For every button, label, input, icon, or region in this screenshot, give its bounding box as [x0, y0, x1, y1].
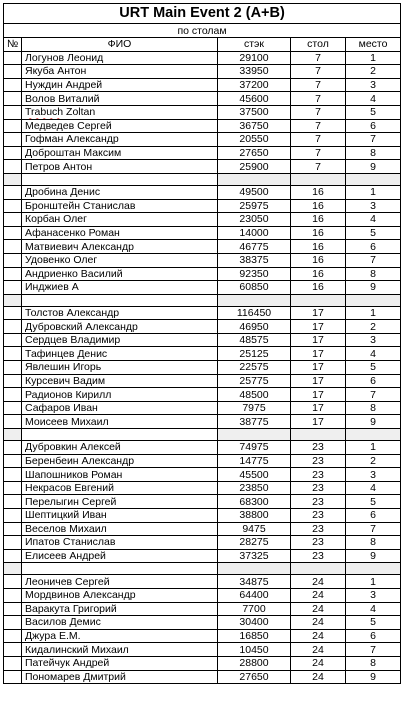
- player-name-cell: Перелыгин Сергей: [22, 495, 218, 509]
- player-name-cell: Васил​ов Демис: [22, 616, 218, 630]
- player-name-cell: Леоничев Сергей: [22, 575, 218, 589]
- table-number-cell: 24: [291, 616, 346, 630]
- table-number-cell: 16: [291, 253, 346, 267]
- stack-cell: 36750: [218, 119, 291, 133]
- table-number-cell: 17: [291, 415, 346, 429]
- table-row: [4, 213, 401, 227]
- seat-number-cell: 5: [346, 495, 401, 509]
- header-name: ФИО: [22, 38, 218, 52]
- seat-number-cell: 4: [346, 481, 401, 495]
- stack-cell: 14775: [218, 454, 291, 468]
- seat-number-cell: 1: [346, 51, 401, 65]
- table-number-cell: 7: [291, 160, 346, 174]
- table-number-cell: 17: [291, 347, 346, 361]
- stack-cell: 38800: [218, 509, 291, 523]
- table-row: [4, 468, 401, 482]
- seat-number-cell: 6: [346, 374, 401, 388]
- row-number-cell: [4, 495, 22, 509]
- separator-cell: [346, 294, 401, 306]
- table-row: [4, 388, 401, 402]
- table-row: [4, 78, 401, 92]
- separator-cell: [291, 294, 346, 306]
- table-row: [4, 306, 401, 320]
- separator-cell: [22, 563, 218, 575]
- sheet-subtitle: по столам: [4, 24, 401, 38]
- row-number-cell: [4, 468, 22, 482]
- table-number-cell: 16: [291, 240, 346, 254]
- row-number-cell: [4, 643, 22, 657]
- player-name-cell: Радионов Кирилл: [22, 388, 218, 402]
- spellcheck-word: Trabuch: [25, 106, 64, 119]
- stack-cell: 28275: [218, 536, 291, 550]
- table-number-cell: 7: [291, 65, 346, 79]
- row-number-cell: [4, 240, 22, 254]
- table-number-cell: 24: [291, 575, 346, 589]
- stack-cell: 10450: [218, 643, 291, 657]
- separator-cell: [218, 429, 291, 441]
- table-row: [4, 670, 401, 684]
- player-name-cell: Сердцев Владимир: [22, 333, 218, 347]
- group-separator: [4, 429, 401, 441]
- player-name-cell: Патейчук Андрей: [22, 656, 218, 670]
- stack-cell: 37200: [218, 78, 291, 92]
- stack-cell: 22575: [218, 361, 291, 375]
- table-row: [4, 333, 401, 347]
- group-separator: [4, 563, 401, 575]
- header-stack: стэк: [218, 38, 291, 52]
- table-number-cell: 17: [291, 361, 346, 375]
- title-row: [4, 4, 401, 24]
- row-number-cell: [4, 105, 22, 119]
- seat-number-cell: 1: [346, 441, 401, 455]
- seat-number-cell: 7: [346, 522, 401, 536]
- separator-cell: [4, 429, 22, 441]
- row-number-cell: [4, 119, 22, 133]
- table-number-cell: 23: [291, 441, 346, 455]
- table-number-cell: 23: [291, 454, 346, 468]
- row-number-cell: [4, 347, 22, 361]
- table-row: [4, 65, 401, 79]
- row-number-cell: [4, 588, 22, 602]
- subtitle-row: [4, 24, 401, 38]
- row-number-cell: [4, 306, 22, 320]
- table-number-cell: 23: [291, 509, 346, 523]
- seating-table: [3, 3, 401, 684]
- seat-number-cell: 9: [346, 549, 401, 563]
- seat-number-cell: 8: [346, 146, 401, 160]
- separator-cell: [218, 173, 291, 185]
- table-number-cell: 7: [291, 119, 346, 133]
- player-name-cell: Моисеев Михаил: [22, 415, 218, 429]
- seat-number-cell: 7: [346, 388, 401, 402]
- row-number-cell: [4, 522, 22, 536]
- seat-number-cell: 5: [346, 361, 401, 375]
- table-number-cell: 17: [291, 374, 346, 388]
- row-number-cell: [4, 374, 22, 388]
- row-number-cell: [4, 185, 22, 199]
- table-row: [4, 441, 401, 455]
- stack-cell: 37325: [218, 549, 291, 563]
- stack-cell: 38775: [218, 415, 291, 429]
- row-number-cell: [4, 549, 22, 563]
- table-row: [4, 656, 401, 670]
- row-number-cell: [4, 441, 22, 455]
- stack-cell: 27650: [218, 146, 291, 160]
- seat-number-cell: 6: [346, 629, 401, 643]
- table-row: [4, 119, 401, 133]
- row-number-cell: [4, 602, 22, 616]
- table-number-cell: 16: [291, 281, 346, 295]
- table-row: [4, 629, 401, 643]
- table-number-cell: 17: [291, 388, 346, 402]
- player-name-cell: Дубровкин Алексей: [22, 441, 218, 455]
- seat-number-cell: 4: [346, 92, 401, 106]
- seat-number-cell: 5: [346, 105, 401, 119]
- stack-cell: 23050: [218, 213, 291, 227]
- seat-number-cell: 3: [346, 468, 401, 482]
- row-number-cell: [4, 226, 22, 240]
- header-seat: место: [346, 38, 401, 52]
- table-number-cell: 23: [291, 536, 346, 550]
- seat-number-cell: 9: [346, 160, 401, 174]
- table-number-cell: 17: [291, 401, 346, 415]
- table-number-cell: 24: [291, 602, 346, 616]
- row-number-cell: [4, 388, 22, 402]
- table-number-cell: 16: [291, 199, 346, 213]
- table-number-cell: 23: [291, 468, 346, 482]
- table-row: [4, 361, 401, 375]
- row-number-cell: [4, 199, 22, 213]
- player-name-cell: Дробина Денис: [22, 185, 218, 199]
- player-name-cell: Беренбеин Александр: [22, 454, 218, 468]
- separator-cell: [218, 563, 291, 575]
- row-number-cell: [4, 509, 22, 523]
- stack-cell: 74975: [218, 441, 291, 455]
- table-number-cell: 7: [291, 92, 346, 106]
- table-number-cell: 7: [291, 51, 346, 65]
- table-row: [4, 495, 401, 509]
- table-number-cell: 7: [291, 105, 346, 119]
- player-name-cell: Елисеев Андрей: [22, 549, 218, 563]
- player-name-cell: Нуждин Андрей: [22, 78, 218, 92]
- separator-cell: [291, 173, 346, 185]
- seat-number-cell: 1: [346, 575, 401, 589]
- row-number-cell: [4, 575, 22, 589]
- row-number-cell: [4, 333, 22, 347]
- table-row: [4, 267, 401, 281]
- stack-cell: 7975: [218, 401, 291, 415]
- table-number-cell: 24: [291, 629, 346, 643]
- player-name-cell: Бронштейн Станислав: [22, 199, 218, 213]
- seat-number-cell: 8: [346, 401, 401, 415]
- row-number-cell: [4, 656, 22, 670]
- table-number-cell: 7: [291, 133, 346, 147]
- player-name-cell: Гофман Александр: [22, 133, 218, 147]
- seat-number-cell: 5: [346, 226, 401, 240]
- seat-number-cell: 3: [346, 588, 401, 602]
- player-name-cell: Пономарев Дмитрий: [22, 670, 218, 684]
- stack-cell: 46775: [218, 240, 291, 254]
- table-row: [4, 401, 401, 415]
- row-number-cell: [4, 281, 22, 295]
- separator-cell: [22, 173, 218, 185]
- stack-cell: 25975: [218, 199, 291, 213]
- table-number-cell: 23: [291, 549, 346, 563]
- stack-cell: 68300: [218, 495, 291, 509]
- stack-cell: 25775: [218, 374, 291, 388]
- seat-number-cell: 1: [346, 185, 401, 199]
- stack-cell: 9475: [218, 522, 291, 536]
- seat-number-cell: 9: [346, 415, 401, 429]
- seat-number-cell: 4: [346, 213, 401, 227]
- row-number-cell: [4, 629, 22, 643]
- stack-cell: 92350: [218, 267, 291, 281]
- stack-cell: 46950: [218, 320, 291, 334]
- player-name-cell: Медведев Сергей: [22, 119, 218, 133]
- seat-number-cell: 4: [346, 602, 401, 616]
- player-name-cell: Андриенко Василий: [22, 267, 218, 281]
- stack-cell: 45600: [218, 92, 291, 106]
- seating-sheet: [3, 3, 400, 684]
- table-number-cell: 24: [291, 643, 346, 657]
- table-number-cell: 17: [291, 333, 346, 347]
- stack-cell: 14000: [218, 226, 291, 240]
- player-name-cell: Тафинцев Денис: [22, 347, 218, 361]
- table-row: [4, 481, 401, 495]
- table-row: [4, 320, 401, 334]
- row-number-cell: [4, 92, 22, 106]
- table-row: [4, 92, 401, 106]
- stack-cell: 38375: [218, 253, 291, 267]
- player-name-cell: Варакута Григорий: [22, 602, 218, 616]
- player-name-cell: Курсевич Вадим: [22, 374, 218, 388]
- stack-cell: 23850: [218, 481, 291, 495]
- player-name-cell: Джура Е.М.: [22, 629, 218, 643]
- table-row: [4, 347, 401, 361]
- table-row: [4, 105, 401, 119]
- sheet-title: URT Main Event 2 (A+B): [4, 4, 401, 24]
- seat-number-cell: 2: [346, 320, 401, 334]
- player-name-cell: Якуба Антон: [22, 65, 218, 79]
- table-row: [4, 454, 401, 468]
- stack-cell: 29100: [218, 51, 291, 65]
- stack-cell: 16850: [218, 629, 291, 643]
- stack-cell: 33950: [218, 65, 291, 79]
- table-row: [4, 185, 401, 199]
- row-number-cell: [4, 320, 22, 334]
- table-row: [4, 281, 401, 295]
- seat-number-cell: 6: [346, 509, 401, 523]
- table-row: [4, 146, 401, 160]
- stack-cell: 27650: [218, 670, 291, 684]
- player-name-cell: Матвиевич Александр: [22, 240, 218, 254]
- row-number-cell: [4, 160, 22, 174]
- seat-number-cell: 9: [346, 670, 401, 684]
- separator-cell: [291, 563, 346, 575]
- seat-number-cell: 7: [346, 253, 401, 267]
- row-number-cell: [4, 267, 22, 281]
- table-number-cell: 24: [291, 670, 346, 684]
- table-row: [4, 199, 401, 213]
- separator-cell: [22, 294, 218, 306]
- separator-cell: [346, 173, 401, 185]
- stack-cell: 116450: [218, 306, 291, 320]
- header-num: №: [4, 38, 22, 52]
- separator-cell: [346, 429, 401, 441]
- player-name-cell: Толстов Александр: [22, 306, 218, 320]
- row-number-cell: [4, 415, 22, 429]
- player-name-cell: Шапошников Роман: [22, 468, 218, 482]
- table-row: [4, 253, 401, 267]
- player-name-cell: Веселов Михаил: [22, 522, 218, 536]
- stack-cell: 45500: [218, 468, 291, 482]
- table-row: [4, 415, 401, 429]
- seat-number-cell: 7: [346, 643, 401, 657]
- stack-cell: 20550: [218, 133, 291, 147]
- header-row: [4, 38, 401, 52]
- stack-cell: 30400: [218, 616, 291, 630]
- seat-number-cell: 3: [346, 199, 401, 213]
- player-name-cell: Доброштан Максим: [22, 146, 218, 160]
- table-number-cell: 23: [291, 522, 346, 536]
- player-name-cell: Мордвинов Александр: [22, 588, 218, 602]
- table-number-cell: 17: [291, 320, 346, 334]
- player-name-cell: Явлешин Игорь: [22, 361, 218, 375]
- table-number-cell: 16: [291, 267, 346, 281]
- table-number-cell: 16: [291, 185, 346, 199]
- table-row: [4, 160, 401, 174]
- table-number-cell: 23: [291, 481, 346, 495]
- stack-cell: 37500: [218, 105, 291, 119]
- seat-number-cell: 8: [346, 267, 401, 281]
- table-number-cell: 16: [291, 226, 346, 240]
- seat-number-cell: 2: [346, 454, 401, 468]
- stack-cell: 25900: [218, 160, 291, 174]
- stack-cell: 25125: [218, 347, 291, 361]
- seat-number-cell: 6: [346, 119, 401, 133]
- table-row: [4, 588, 401, 602]
- row-number-cell: [4, 253, 22, 267]
- row-number-cell: [4, 401, 22, 415]
- table-row: [4, 133, 401, 147]
- table-number-cell: 24: [291, 656, 346, 670]
- stack-cell: 28800: [218, 656, 291, 670]
- group-separator: [4, 294, 401, 306]
- seat-number-cell: 3: [346, 333, 401, 347]
- table-number-cell: 7: [291, 146, 346, 160]
- row-number-cell: [4, 670, 22, 684]
- player-name-cell: Афанасенко Роман: [22, 226, 218, 240]
- row-number-cell: [4, 133, 22, 147]
- player-name-cell: Ипатов Станислав: [22, 536, 218, 550]
- separator-cell: [4, 294, 22, 306]
- separator-cell: [346, 563, 401, 575]
- table-row: [4, 616, 401, 630]
- row-number-cell: [4, 481, 22, 495]
- row-number-cell: [4, 454, 22, 468]
- separator-cell: [291, 429, 346, 441]
- stack-cell: 64400: [218, 588, 291, 602]
- table-row: [4, 374, 401, 388]
- table-row: [4, 549, 401, 563]
- seat-number-cell: 5: [346, 616, 401, 630]
- seat-number-cell: 6: [346, 240, 401, 254]
- header-table: стол: [291, 38, 346, 52]
- stack-cell: 48500: [218, 388, 291, 402]
- row-number-cell: [4, 536, 22, 550]
- stack-cell: 48575: [218, 333, 291, 347]
- table-number-cell: 17: [291, 306, 346, 320]
- table-row: [4, 240, 401, 254]
- table-row: [4, 509, 401, 523]
- player-name-cell: Удовенко Олег: [22, 253, 218, 267]
- table-row: [4, 226, 401, 240]
- stack-cell: 34875: [218, 575, 291, 589]
- row-number-cell: [4, 213, 22, 227]
- seat-number-cell: 8: [346, 536, 401, 550]
- player-name-cell: Кидалинский Михаил: [22, 643, 218, 657]
- stack-cell: 60850: [218, 281, 291, 295]
- stack-cell: 49500: [218, 185, 291, 199]
- seat-number-cell: 9: [346, 281, 401, 295]
- table-row: [4, 51, 401, 65]
- stack-cell: 7700: [218, 602, 291, 616]
- seat-number-cell: 3: [346, 78, 401, 92]
- table-number-cell: 24: [291, 588, 346, 602]
- player-name-cell: Петров Антон: [22, 160, 218, 174]
- player-name-cell: Инджиев А: [22, 281, 218, 295]
- seat-number-cell: 4: [346, 347, 401, 361]
- separator-cell: [4, 563, 22, 575]
- player-name-cell: Логунов Леонид: [22, 51, 218, 65]
- seat-number-cell: 7: [346, 133, 401, 147]
- row-number-cell: [4, 146, 22, 160]
- table-number-cell: 7: [291, 78, 346, 92]
- table-row: [4, 575, 401, 589]
- row-number-cell: [4, 361, 22, 375]
- player-name-cell: Дубровский Александр: [22, 320, 218, 334]
- player-name-cell: Сафаров Иван: [22, 401, 218, 415]
- table-row: [4, 643, 401, 657]
- row-number-cell: [4, 78, 22, 92]
- seat-number-cell: 1: [346, 306, 401, 320]
- seat-number-cell: 2: [346, 65, 401, 79]
- table-row: [4, 536, 401, 550]
- player-name-cell: Trabuch Zoltan: [22, 105, 218, 119]
- row-number-cell: [4, 65, 22, 79]
- player-name-cell: Корбан Олег: [22, 213, 218, 227]
- separator-cell: [4, 173, 22, 185]
- table-number-cell: 23: [291, 495, 346, 509]
- separator-cell: [22, 429, 218, 441]
- player-name-cell: Шептицкий Иван: [22, 509, 218, 523]
- player-name-cell: Некрасов Евгений: [22, 481, 218, 495]
- player-name-cell: Волов Виталий: [22, 92, 218, 106]
- table-number-cell: 16: [291, 213, 346, 227]
- table-row: [4, 522, 401, 536]
- row-number-cell: [4, 51, 22, 65]
- group-separator: [4, 173, 401, 185]
- row-number-cell: [4, 616, 22, 630]
- table-row: [4, 602, 401, 616]
- seat-number-cell: 8: [346, 656, 401, 670]
- separator-cell: [218, 294, 291, 306]
